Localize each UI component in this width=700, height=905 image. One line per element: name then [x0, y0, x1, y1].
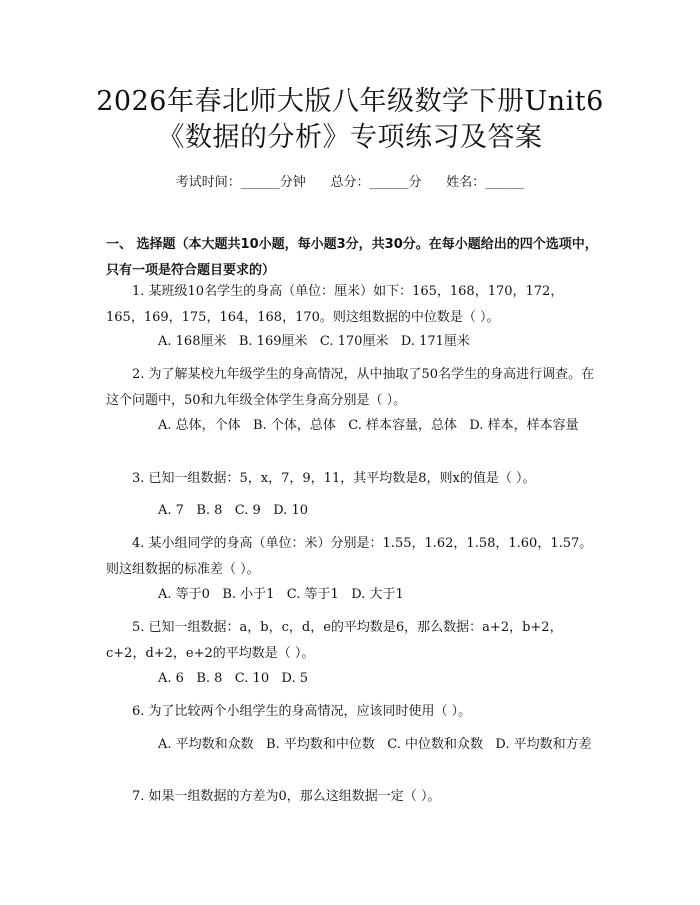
- document-title-line1: 2026年春北师大版八年级数学下册Unit6: [96, 86, 604, 117]
- question-1-options: A. 168厘米 B. 169厘米 C. 170厘米 D. 171厘米: [158, 334, 470, 349]
- question-5-options: A. 6 B. 8 C. 10 D. 5: [158, 671, 308, 686]
- question-4-options: A. 等于0 B. 小于1 C. 等于1 D. 大于1: [158, 587, 404, 602]
- document-title-line2: 《数据的分析》专项练习及答案: [157, 122, 543, 153]
- question-1: 1. 某班级10名学生的身高（单位：厘米）如下：165，168，170，172，165，169，175，164，168，170。则这组数据的中位数是（ ）。: [106, 284, 564, 325]
- question-4: 4. 某小组同学的身高（单位：米）分别是：1.55，1.62，1.58，1.60，1.57。则这组数据的标准差（ ）。: [106, 536, 593, 577]
- question-6: 6. 为了比较两个小组学生的身高情况，应该同时使用（ ）。: [132, 704, 472, 719]
- exam-info-line: 考试时间：______分钟 总分：______分 姓名：______: [175, 175, 525, 190]
- question-2-options: A. 总体，个体 B. 个体，总体 C. 样本容量，总体 D. 样本，样本容量: [158, 418, 579, 433]
- question-6-options: A. 平均数和众数 B. 平均数和中位数 C. 中位数和众数 D. 平均数和方差: [158, 737, 592, 752]
- question-5: 5. 已知一组数据：a，b，c，d，e的平均数是6，那么数据：a+2，b+2，c+2，d+2，e+2的平均数是（ ）。: [106, 620, 563, 661]
- question-7: 7. 如果一组数据的方差为0，那么这组数据一定（ ）。: [132, 789, 441, 804]
- question-2: 2. 为了解某校九年级学生的身高情况，从中抽取了50名学生的身高进行调查。在这个问题中，50和九年级全体学生身高分别是（ ）。: [106, 367, 595, 408]
- question-3-options: A. 7 B. 8 C. 9 D. 10: [158, 503, 308, 518]
- section-heading: 一、 选择题（本大题共10小题，每小题3分，共30分。在每小题给出的四个选项中，只有一项是符合题目要求的）: [106, 237, 598, 278]
- question-3: 3. 已知一组数据：5，x，7，9，11，其平均数是8，则x的值是（ ）。: [132, 471, 536, 486]
